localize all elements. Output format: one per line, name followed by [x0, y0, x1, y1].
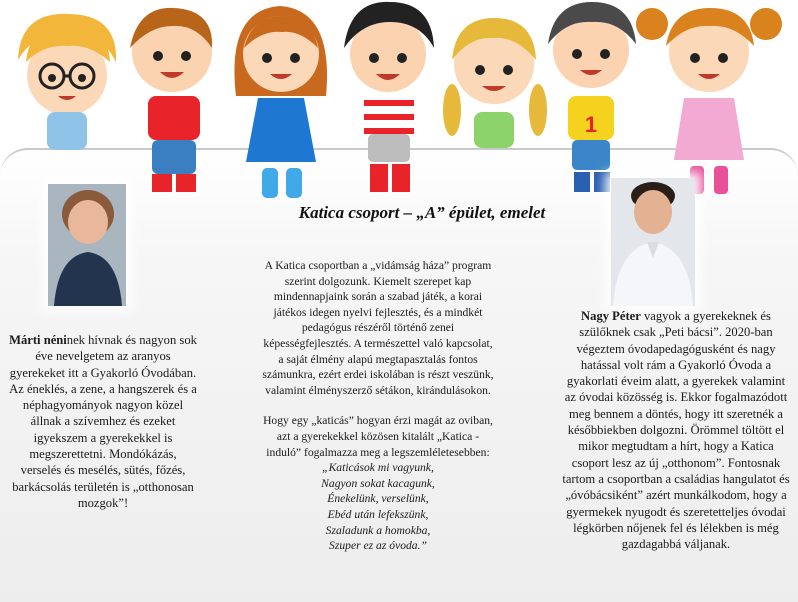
poem-line: „Katicások mi vagyunk, — [322, 461, 434, 475]
man-portrait-image — [611, 178, 695, 306]
middle-column-text — [262, 258, 494, 554]
poem-line: Nagyon sokat kacagunk, — [321, 476, 435, 490]
teacher-name-marti: Márti néni — [9, 333, 67, 347]
teacher-photo-peter — [611, 178, 695, 306]
teacher-name-peter: Nagy Péter — [581, 309, 641, 323]
child-blonde-braids — [443, 18, 547, 148]
svg-text:1: 1 — [584, 112, 598, 137]
katica-song-poem — [262, 460, 494, 554]
left-column-text — [8, 332, 198, 511]
song-intro-paragraph: Hogy egy „katicás” hogyan érzi magát az oviban, azt a gyerekekkel közösen kitalált „Katica - induló” fogalmazza meg a legszemléletesebben: — [263, 414, 493, 459]
child-blue-dress — [234, 6, 327, 198]
teacher-description-peter: vagyok a gyerekeknek és szülőknek csak „Peti bácsi”. 2020-ban végeztem óvodapedagógusként és nagy hatással volt rám a Gyakorló Óvoda a gyakorlati éveim alatt, a gyerekek valamint az óvodai közösség is. Ekkor fogalmazódott meg bennem a döntés, hogy itt szeretnék a későbbiekben dolgozni. Örömmel töltött el mikor megtudtam a hírt, hogy a Katica csoport lesz az új „otthonom”. Fontosnak tartom a csoportban a családias hangulatot és „óvóbácsiként” azért munkálkodom, hogy a gyermekek nyugodt és szeretetteljes óvodai légkörben nőjenek fel és lélekben is még gazdagabbá váljanak. — [562, 309, 790, 552]
teacher-photo-marti — [48, 184, 126, 306]
poem-line: Szaladunk a homokba, — [325, 523, 431, 537]
children-banner-illustration — [0, 0, 798, 200]
child-striped-shirt — [344, 2, 434, 192]
poem-line: Szuper ez az óvoda.” — [329, 539, 427, 553]
group-program-paragraph: A Katica csoportban a „vidámság háza” program szerint dolgozunk. Kiemelt szerepet kap mindennapjaink során a szabad játék, a korai játékos idegen nyelvi fejlesztés, és a mindkét pedagógus részéről történő zenei képességfejlesztés. A természettel való kapcsolat, a saját élmény alapú megtapasztalás fontos számunkra, ezért erdei iskolában is részt veszünk, valamint élményszerző sétákon, kirándulásokon. — [262, 259, 494, 397]
child-with-glasses — [18, 14, 116, 150]
poem-line: Ebéd után lefekszünk, — [327, 507, 429, 521]
page-title: Katica csoport – „A” épület, emelet — [298, 203, 546, 222]
child-yellow-shirt — [548, 2, 636, 192]
woman-portrait-image — [48, 184, 126, 306]
child-pink-dress — [636, 8, 782, 194]
right-column-text — [562, 308, 790, 552]
poem-line: Énekelünk, verselünk, — [327, 492, 429, 506]
child-red-shirt — [130, 8, 212, 192]
teacher-description-marti: nek hívnak és nagyon sok éve nevelgetem az aranyos gyerekeket itt a Gyakorló Óvodában. Az éneklés, a zene, a hangszerek és a néphagyományok nagyon közel állnak a szívemhez és ezeket igyekszem a gyerekekkel is megszerettetni. Mondókázás, verselés és mesélés, sütés, főzés, barkácsolás területén is „otthonosan mozgok”! — [9, 333, 197, 510]
